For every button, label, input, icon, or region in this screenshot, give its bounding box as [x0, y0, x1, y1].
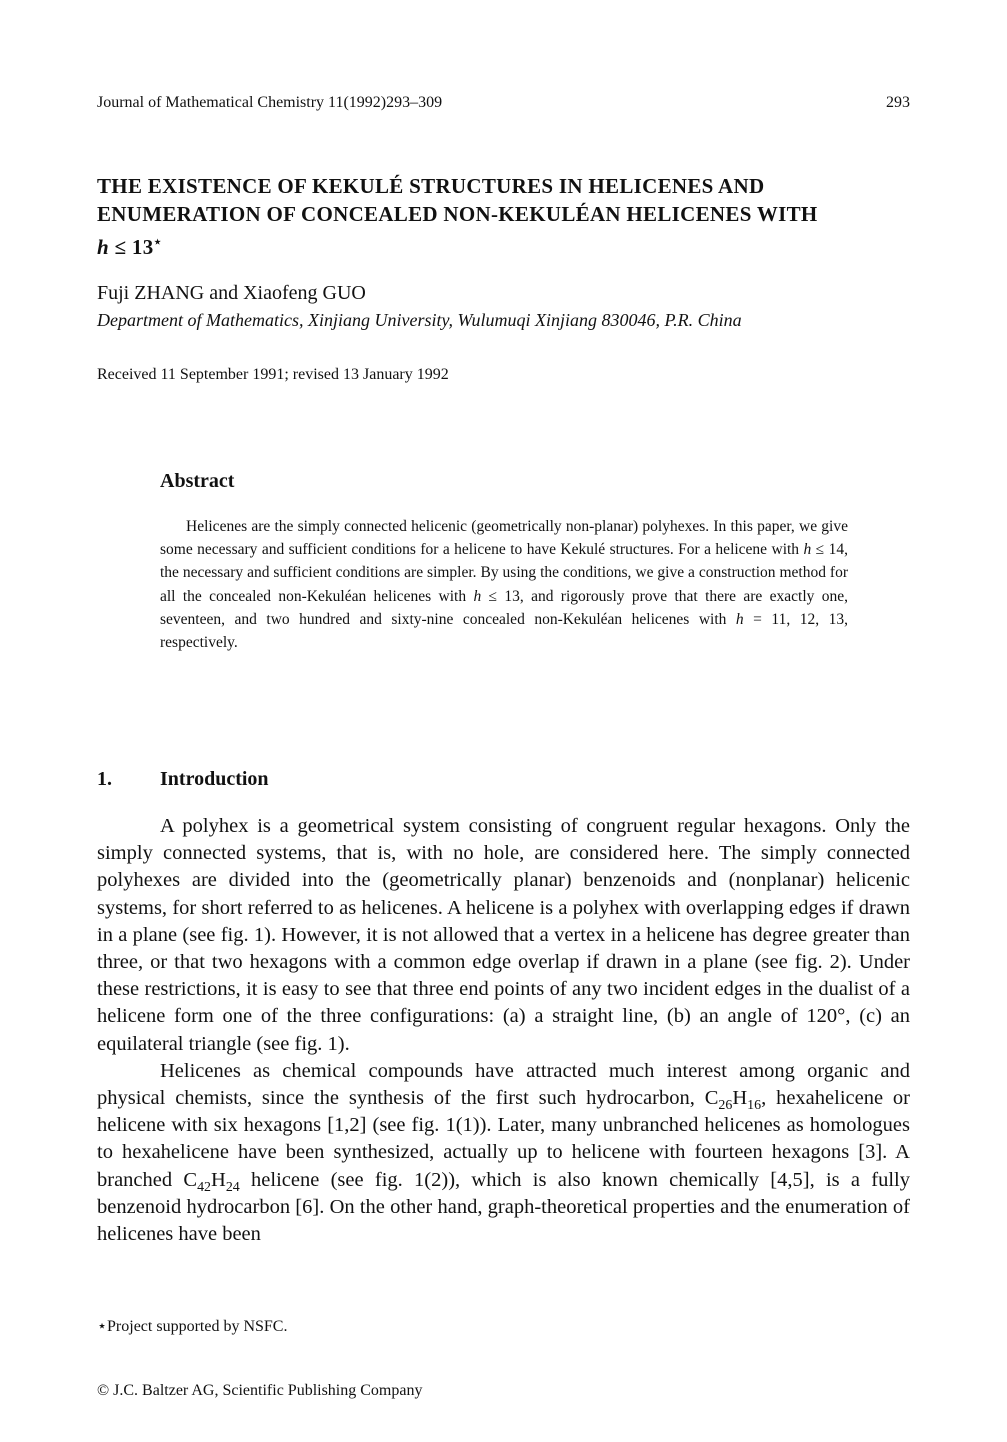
received-dates: Received 11 September 1991; revised 13 January 1992	[97, 366, 449, 383]
intro-p2-text-b: H	[732, 1087, 748, 1110]
page-number: 293	[886, 94, 910, 111]
introduction-body	[97, 813, 910, 1248]
formula-subscript: 42	[197, 1179, 212, 1195]
affiliation: Department of Mathematics, Xinjiang University, Wulumuqi Xinjiang 830046, P.R. China	[97, 310, 742, 330]
intro-p2-text-e: helicene (see fig. 1(2)), which is also known chemically [4,5], is a fully benzenoid hydrocarbon [6]. On the other hand, graph-theoretical properties and the enumeration of helicenes have been	[97, 1168, 911, 1246]
abstract-heading: Abstract	[160, 470, 235, 492]
formula-subscript: 24	[225, 1179, 240, 1195]
intro-paragraph-2	[97, 1058, 910, 1248]
title-variable-h: h	[97, 235, 109, 259]
abstract-text-3: ≤ 13, and rigorously prove that there are exactly one, seventeen, and two hundred and sixty-nine concealed non-Kekuléan helicenes with	[160, 587, 848, 628]
intro-p2-text-a: Helicenes as chemical compounds have attracted much interest among organic and physical chemists, since the synthesis of the first such hydrocarbon, C	[97, 1059, 910, 1110]
abstract-text-4: = 11, 12, 13, respectively.	[160, 610, 849, 652]
paper-title	[97, 172, 912, 261]
title-line-3-text: ≤ 13	[108, 235, 154, 259]
abstract-var-h-2: h	[473, 587, 482, 605]
footnote-text: Project supported by NSFC.	[107, 1318, 288, 1335]
section-heading	[97, 768, 269, 791]
journal-citation: Journal of Mathematical Chemistry 11(1992)293–309	[97, 94, 443, 111]
intro-p2-text-c: , hexahelicene or helicene with six hexagons [1,2] (see fig. 1(1)). Later, many unbranched helicenes as homologues to hexahelicene have been synthesized, actually up to helicene with fourteen hexagons [3]. A branched C	[97, 1087, 911, 1191]
footnote	[97, 1316, 287, 1336]
formula-subscript: 16	[747, 1098, 762, 1114]
footnote-mark: ⋆	[97, 1318, 108, 1335]
abstract-text-2: ≤ 14, the necessary and sufficient conditions are simpler. By using the conditions, we give a construction method for all the concealed non-Kekuléan helicenes with	[160, 541, 848, 605]
running-head	[97, 94, 910, 112]
intro-paragraph-1: A polyhex is a geometrical system consisting of congruent regular hexagons. Only the simply connected systems, that is, with no hole, are considered here. The simply connected polyhexes are divided into the (geometrically planar) benzenoids and (nonplanar) helicenic systems, for short referred to as helicenes. A helicene is a polyhex with overlapping edges if drawn in a plane (see fig. 1). However, it is not allowed that a vertex in a helicene has degree greater than three, or that two hexagons with a common edge overlap if drawn in a plane (see fig. 2). Under these restrictions, it is easy to see that three end points of any two incident edges in the dualist of a helicene form one of the three configurations: (a) a straight line, (b) an angle of 120°, (c) an equilateral triangle (see fig. 1).	[97, 815, 910, 1055]
authors: Fuji ZHANG and Xiaofeng GUO	[97, 282, 366, 304]
title-line-3	[97, 228, 912, 261]
title-line-1: THE EXISTENCE OF KEKULÉ STRUCTURES IN HELICENES AND	[97, 174, 765, 198]
abstract-body	[160, 515, 848, 654]
title-footnote-mark: ⋆	[153, 234, 162, 249]
abstract-var-h-3: h	[735, 610, 744, 628]
copyright-notice: © J.C. Baltzer AG, Scientific Publishing Company	[97, 1382, 423, 1399]
section-title: Introduction	[160, 768, 269, 790]
title-line-2: ENUMERATION OF CONCEALED NON-KEKULÉAN HELICENES WITH	[97, 202, 818, 226]
abstract-var-h-1: h	[803, 541, 812, 559]
section-number: 1.	[97, 768, 112, 790]
intro-p2-text-d: H	[211, 1168, 226, 1191]
abstract-text-1: Helicenes are the simply connected helicenic (geometrically non-planar) polyhexes. In this paper, we give some necessary and sufficient conditions for a helicene to have Kekulé structures. For a helicene with	[160, 518, 848, 559]
formula-subscript: 26	[718, 1098, 733, 1114]
